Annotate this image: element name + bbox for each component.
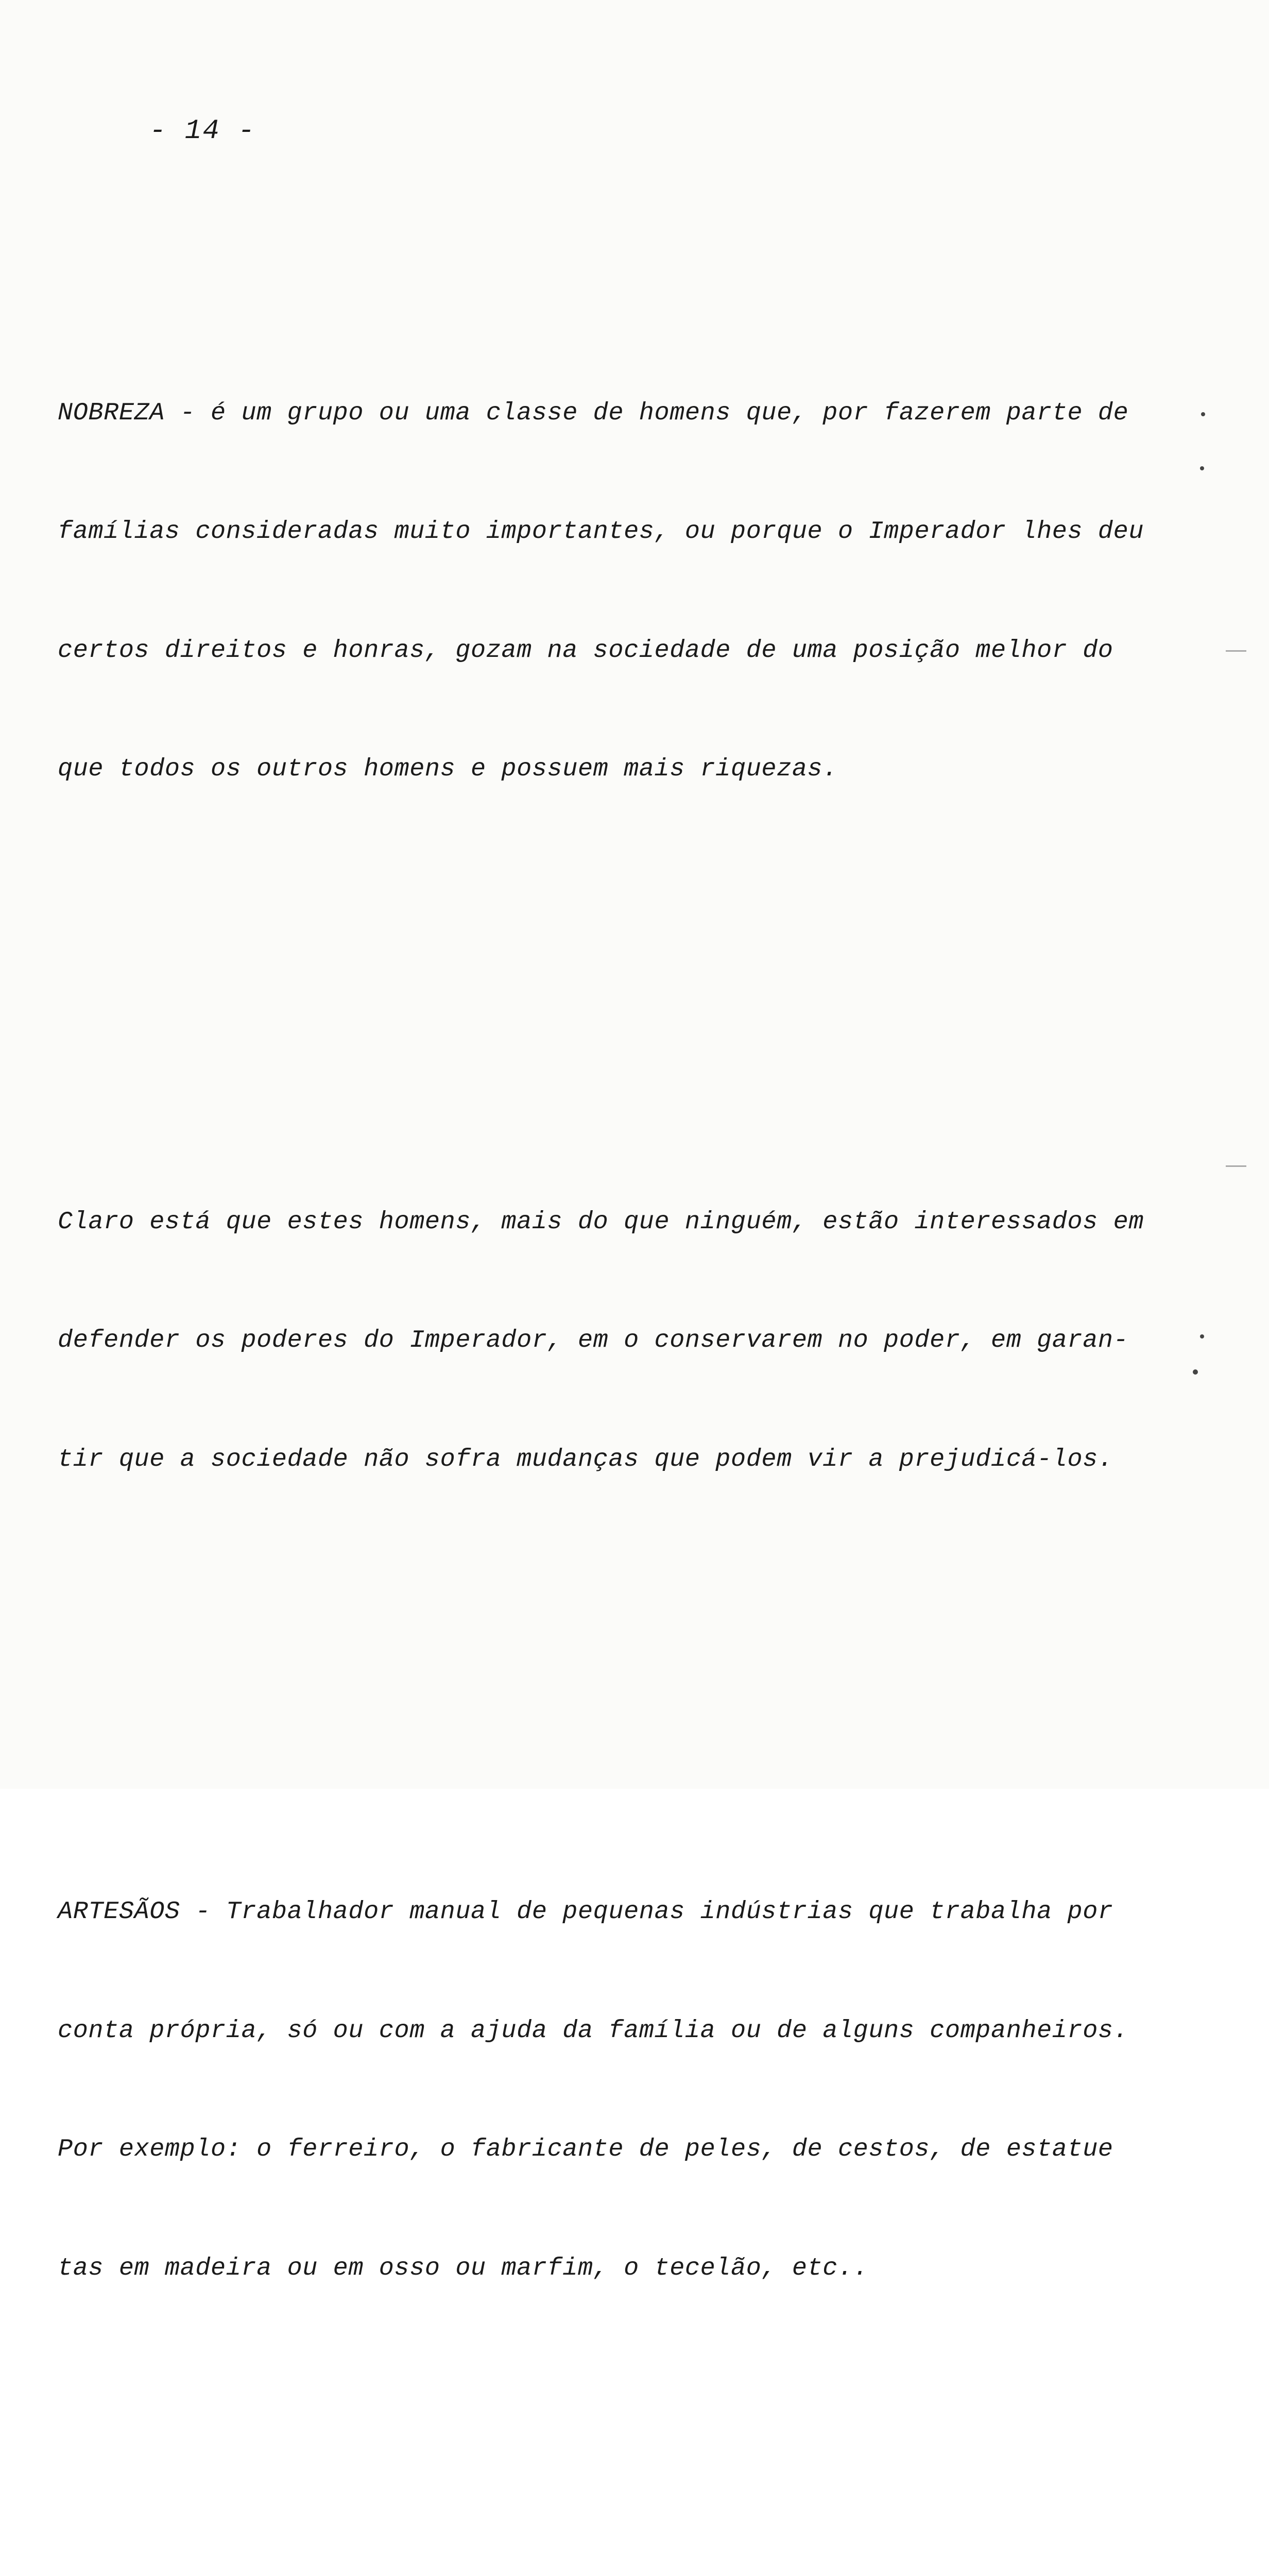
body-text (58, 196, 1180, 2576)
scan-mark (1226, 1165, 1246, 1167)
text-line: conta própria, só ou com a ajuda da família ou de alguns companheiros. (58, 2016, 1129, 2045)
scan-speck (1201, 412, 1205, 416)
paragraph-nobreza (58, 314, 1180, 868)
text-line: certos direitos e honras, gozam na sociedade de uma posição melhor do (58, 636, 1113, 665)
text-line: que todos os outros homens e possuem mais riquezas. (58, 755, 838, 784)
paragraph-claro-esta (58, 1123, 1180, 1558)
paragraph-artesaos (58, 1814, 1180, 2367)
scan-speck (1193, 1369, 1198, 1375)
text-line: tir que a sociedade não sofra mudanças que podem vir a prejudicá-los. (58, 1445, 1113, 1473)
text-line: Por exemplo: o ferreiro, o fabricante de peles, de cestos, de estatue (58, 2135, 1113, 2164)
text-line: ARTESÃOS - Trabalhador manual de pequenas indústrias que trabalha por (58, 1897, 1113, 1926)
text-line: famílias consideradas muito importantes, ou porque o Imperador lhes deu (58, 517, 1144, 546)
text-line: tas em madeira ou em osso ou marfim, o tecelão, etc.. (58, 2253, 869, 2282)
text-line: Claro está que estes homens, mais do que ninguém, estão interessados em (58, 1207, 1144, 1236)
scan-mark (1226, 650, 1246, 652)
paragraph-spacer (58, 1677, 1180, 1694)
paragraph-spacer (58, 987, 1180, 1005)
paragraph-spacer (58, 2486, 1180, 2503)
text-line: NOBREZA - é um grupo ou uma classe de homens que, por fazerem parte de (58, 398, 1129, 427)
text-line: defender os poderes do Imperador, em o conservarem no poder, em garan- (58, 1326, 1129, 1355)
scan-speck (1200, 1334, 1204, 1338)
scan-speck (1200, 466, 1204, 470)
page-number: - 14 - (149, 115, 256, 147)
